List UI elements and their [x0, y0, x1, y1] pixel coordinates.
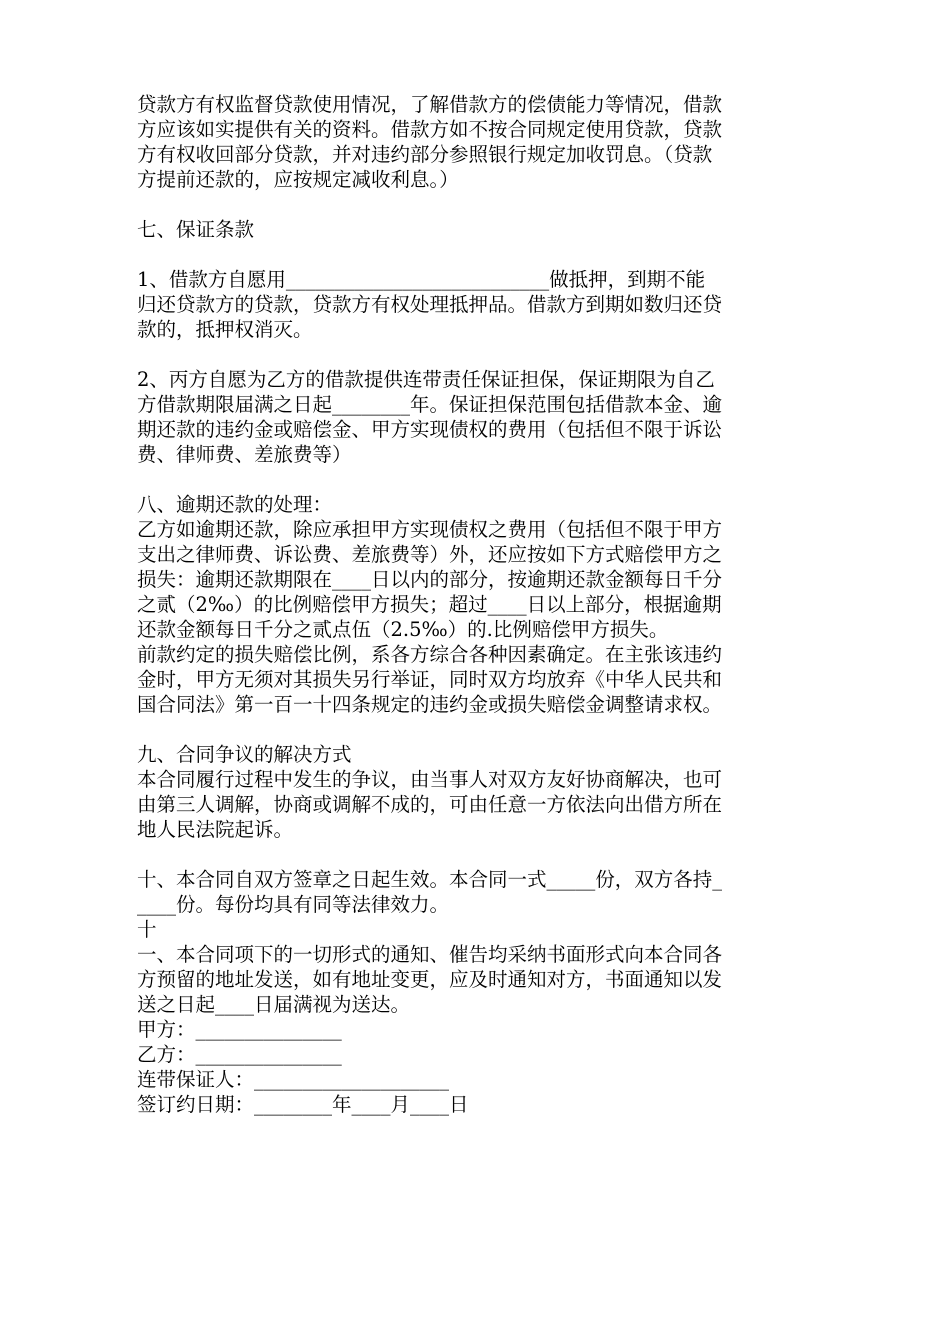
- text-line: 方有权收回部分贷款，并对违约部分参照银行规定加收罚息。（贷款: [137, 143, 713, 166]
- text-line: 期还款的违约金或赔偿金、甲方实现债权的费用（包括但不限于诉讼: [137, 418, 723, 441]
- text-line: 本合同履行过程中发生的争议，由当事人对双方友好协商解决，也可: [137, 768, 723, 791]
- signature-party-a: 甲方：_______________: [137, 1018, 342, 1041]
- text-line: 费、律师费、差旅费等）: [137, 443, 352, 466]
- blank-line: [137, 717, 817, 742]
- text-line: 还款金额每日千分之贰点伍（2.5‰）的.比例赔偿甲方损失。: [137, 618, 669, 641]
- text-line: 前款约定的损失赔偿比例，系各方综合各种因素确定。在主张该违约: [137, 643, 723, 666]
- text-line: 之贰（2‰）的比例赔偿甲方损失；超过____日以上部分，根据逾期: [137, 593, 722, 616]
- blank-line: [137, 242, 817, 267]
- section-heading: 七、保证条款: [137, 218, 255, 241]
- text-line: 国合同法》第一百一十四条规定的违约金或损失赔偿金调整请求权。: [137, 693, 723, 716]
- text-line: 方提前还款的，应按规定减收利息。）: [137, 168, 459, 191]
- text-line: 2、丙方自愿为乙方的借款提供连带责任保证担保，保证期限为自乙: [137, 368, 715, 391]
- blank-line: [137, 192, 817, 217]
- signing-date: 签订约日期：________年____月____日: [137, 1093, 469, 1116]
- text-line: 支出之律师费、诉讼费、差旅费等）外，还应按如下方式赔偿甲方之: [137, 543, 723, 566]
- text-line: 乙方如逾期还款，除应承担甲方实现债权之费用（包括但不限于甲方: [137, 518, 723, 541]
- blank-line: [137, 342, 817, 367]
- text-line: 方应该如实提供有关的资料。借款方如不按合同规定使用贷款，贷款: [137, 118, 723, 141]
- document-page: [137, 92, 817, 1117]
- blank-line: [137, 842, 817, 867]
- text-line: 方借款期限届满之日起________年。保证担保范围包括借款本金、逾: [137, 393, 723, 416]
- text-line: 款的，抵押权消灭。: [137, 318, 313, 341]
- text-line: 方预留的地址发送，如有地址变更，应及时通知对方，书面通知以发: [137, 968, 723, 991]
- text-line: 由第三人调解，协商或调解不成的，可由任意一方依法向出借方所在: [137, 793, 723, 816]
- blank-line: [137, 467, 817, 492]
- text-line: 金时，甲方无须对其损失另行举证，同时双方均放弃《中华人民共和: [137, 668, 723, 691]
- text-line: 一、本合同项下的一切形式的通知、催告均采纳书面形式向本合同各: [137, 943, 723, 966]
- text-line: 地人民法院起诉。: [137, 818, 294, 841]
- section-heading: 九、合同争议的解决方式: [137, 743, 352, 766]
- text-line: ____份。每份均具有同等法律效力。: [137, 893, 450, 916]
- section-heading: 八、逾期还款的处理：: [137, 493, 333, 516]
- text-line: 损失：逾期还款期限在____日以内的部分，按逾期还款金额每日千分: [137, 568, 723, 591]
- signature-party-b: 乙方：_______________: [137, 1043, 342, 1066]
- text-line: 贷款方有权监督贷款使用情况，了解借款方的偿债能力等情况，借款: [137, 93, 723, 116]
- text-line: 十、本合同自双方签章之日起生效。本合同一式_____份，双方各持_: [137, 868, 723, 891]
- signature-guarantor: 连带保证人：____________________: [137, 1068, 450, 1091]
- text-line: 1、借款方自愿用___________________________做抵押，到期不能: [137, 268, 706, 291]
- text-line: 归还贷款方的贷款，贷款方有权处理抵押品。借款方到期如数归还贷: [137, 293, 723, 316]
- text-line: 十: [137, 918, 157, 941]
- text-line: 送之日起____日届满视为送达。: [137, 993, 411, 1016]
